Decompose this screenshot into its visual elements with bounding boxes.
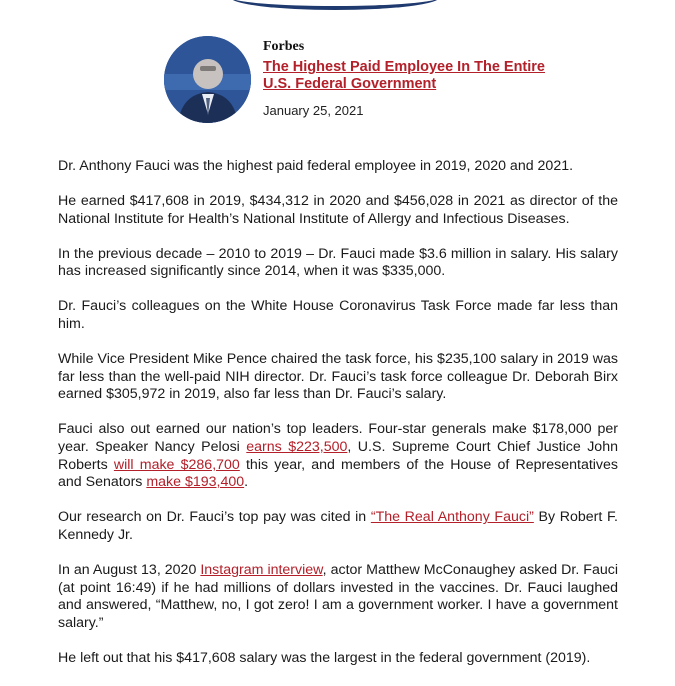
- paragraph: [58, 298, 618, 333]
- inline-link[interactable]: make $193,400: [146, 474, 245, 491]
- paragraph-text: , actor Matthew McConaughey asked Dr. Fauci (at point 16:49) if he had millions of dollars invested in the vaccines. Dr. Fauci laughed and answered, “Matthew, no, I got zero! I am a government worker. I have a government salary.”: [58, 562, 618, 631]
- paragraph-text: In an August 13, 2020: [58, 562, 201, 578]
- paragraph-text: .: [244, 474, 249, 491]
- decorative-arc: [230, 0, 440, 10]
- paragraph-text: By Robert F. Kennedy Jr.: [58, 509, 619, 543]
- paragraph: [58, 158, 618, 176]
- paragraph: [58, 421, 618, 491]
- paragraph: [58, 509, 618, 544]
- paragraph-text: this year, and members of the House of Representatives and Senators: [58, 456, 619, 491]
- article-body: [58, 158, 618, 685]
- paragraph-text: , U.S. Supreme Court Chief Justice John Roberts: [58, 439, 618, 473]
- inline-link[interactable]: “The Real Anthony Fauci”: [370, 509, 534, 526]
- paragraph-text: Dr. Anthony Fauci was the highest paid federal employee in 2019, 2020 and 2021.: [58, 158, 574, 174]
- paragraph-text: He earned $417,608 in 2019, $434,312 in 2020 and $456,028 in 2021 as director of the National Institute for Health’s National Institute of Allergy and Infectious Diseases.: [58, 193, 618, 227]
- publish-date: January 25, 2021: [263, 103, 364, 118]
- paragraph: [58, 246, 618, 281]
- avatar: [164, 36, 251, 123]
- paragraph-text: Our research on Dr. Fauci’s top pay was cited in: [58, 509, 371, 526]
- paragraph-text: In the previous decade – 2010 to 2019 – Dr. Fauci made $3.6 million in salary. His salary has increased significantly since 2014, when it was $335,000.: [58, 245, 618, 280]
- headline-link[interactable]: The Highest Paid Employee In The Entire U.S. Federal Government: [263, 59, 545, 92]
- paragraph: [58, 650, 618, 668]
- paragraph-text: While Vice President Mike Pence chaired the task force, his $235,100 salary in 2019 was far less than the well-paid NIH director. Dr. Fauci’s task force colleague Dr. Deborah Birx earned $305,972 in 2019, also far less than Dr. Fauci’s salary.: [58, 351, 618, 403]
- source-name: Forbes: [263, 39, 305, 54]
- paragraph: [58, 351, 618, 404]
- inline-link[interactable]: will make $286,700: [113, 456, 240, 473]
- portrait-image: [164, 36, 251, 123]
- paragraph-text: He left out that his $417,608 salary was the largest in the federal government (2019).: [58, 649, 591, 666]
- paragraph-text: Fauci also out earned our nation’s top leaders. Four-star generals make $178,000 per year. Speaker Nancy Pelosi: [58, 421, 618, 456]
- article-citation: [164, 36, 564, 126]
- paragraph-text: Dr. Fauci’s colleagues on the White House Coronavirus Task Force made far less than him.: [58, 298, 618, 333]
- inline-link[interactable]: Instagram interview: [200, 562, 323, 578]
- paragraph: [58, 562, 618, 632]
- paragraph: [58, 193, 618, 228]
- inline-link[interactable]: earns $223,500: [246, 439, 348, 456]
